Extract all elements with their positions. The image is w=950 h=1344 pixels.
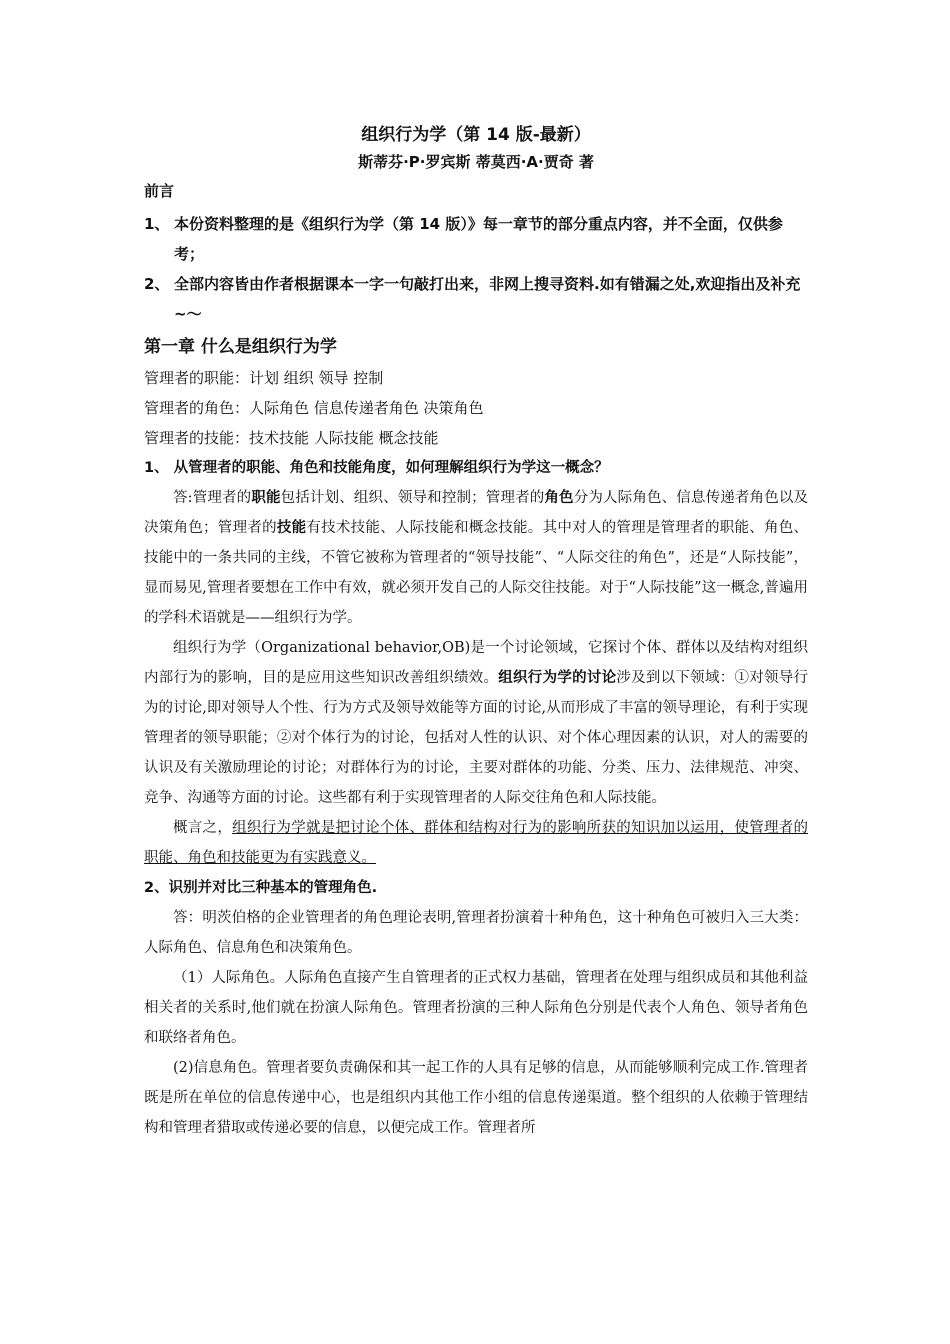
page-content (144, 123, 808, 1143)
preface-item-number: 1、 (144, 215, 170, 233)
chapter-heading: 第一章 什么是组织行为学 (144, 337, 337, 357)
preface-item-number: 2、 (144, 275, 170, 293)
summary-line-roles: 管理者的角色：人际角色 信息传递者角色 决策角色 (144, 399, 484, 417)
document-authors: 斯蒂芬·P·罗宾斯 蒂莫西·A·贾奇 著 (358, 153, 594, 171)
question-1-heading: 1、 从管理者的职能、角色和技能角度，如何理解组织行为学这一概念？ (144, 460, 609, 476)
preface-item-text: 全部内容皆由作者根据课本一字一句敲打出来，非网上搜寻资料.如有错漏之处,欢迎指出及补充~～ (174, 275, 801, 323)
preface-heading: 前言 (144, 182, 175, 200)
underlined-summary: 组织行为学就是把讨论个体、群体和结构对行为的影响所获的知识加以运用，使管理者的职能、角色和技能更为有实践意义。 (144, 820, 809, 866)
answer-1-paragraph-2: 组织行为学（Organizational behavior,OB)是一个讨论领域，它探讨个体、群体以及结构对组织内部行为的影响，目的是应用这些知识改善组织绩效。组织行为学的讨论涉及到以下领域：①对领导行为的讨论,即对领导人个性、行为方式及领导效能等方面的讨论,从而形成了丰富的领导理论，有利于实现管理者的领导职能；②对个体行为的讨论，包括对人性的认识、对个体心理因素的认识，对人的需要的认识及有关激励理论的讨论；对群体行为的讨论，主要对群体的功能、分类、压力、法律规范、冲突、竞争、沟通等方面的讨论。这些都有利于实现管理者的人际交往角色和人际技能。 (144, 640, 809, 806)
answer-2-paragraph-1: 答：明茨伯格的企业管理者的角色理论表明,管理者扮演着十种角色，这十种角色可被归入三大类：人际角色、信息角色和决策角色。 (144, 910, 808, 956)
summary-line-skills: 管理者的技能：技术技能 人际技能 概念技能 (144, 429, 439, 447)
answer-2-paragraph-3: (2)信息角色。管理者要负责确保和其一起工作的人具有足够的信息，从而能够顺利完成工作.管理者既是所在单位的信息传递中心，也是组织内其他工作小组的信息传递渠道。整个组织的人依赖于管理结构和管理者猎取或传递必要的信息，以便完成工作。管理者所 (144, 1060, 808, 1136)
preface-item-1 (144, 209, 808, 269)
question-2-heading: 2、识别并对比三种基本的管理角色. (144, 880, 378, 896)
preface-item-text: 本份资料整理的是《组织行为学（第 14 版）》每一章节的部分重点内容，并不全面，仅供参考； (174, 215, 783, 263)
answer-2-paragraph-2: （1）人际角色。人际角色直接产生自管理者的正式权力基础，管理者在处理与组织成员和其他利益相关者的关系时,他们就在扮演人际角色。管理者扮演的三种人际角色分别是代表个人角色、领导者角色和联络者角色。 (144, 970, 808, 1046)
preface-item-2 (144, 269, 808, 329)
answer-1-paragraph-1: 答:管理者的职能包括计划、组织、领导和控制；管理者的角色分为人际角色、信息传递者角色以及决策角色；管理者的技能有技术技能、人际技能和概念技能。其中对人的管理是管理者的职能、角色、技能中的一条共同的主线，不管它被称为管理者的“领导技能”、“人际交往的角色”，还是“人际技能”，显而易见,管理者要想在工作中有效，就必须开发自己的人际交往技能。对于“人际技能”这一概念,普遍用的学科术语就是——组织行为学。 (144, 490, 809, 626)
summary-line-functions: 管理者的职能：计划 组织 领导 控制 (144, 369, 384, 387)
answer-1-paragraph-3: 概言之，组织行为学就是把讨论个体、群体和结构对行为的影响所获的知识加以运用，使管理者的职能、角色和技能更为有实践意义。 (144, 820, 809, 866)
document-title: 组织行为学（第 14 版-最新） (361, 125, 591, 145)
